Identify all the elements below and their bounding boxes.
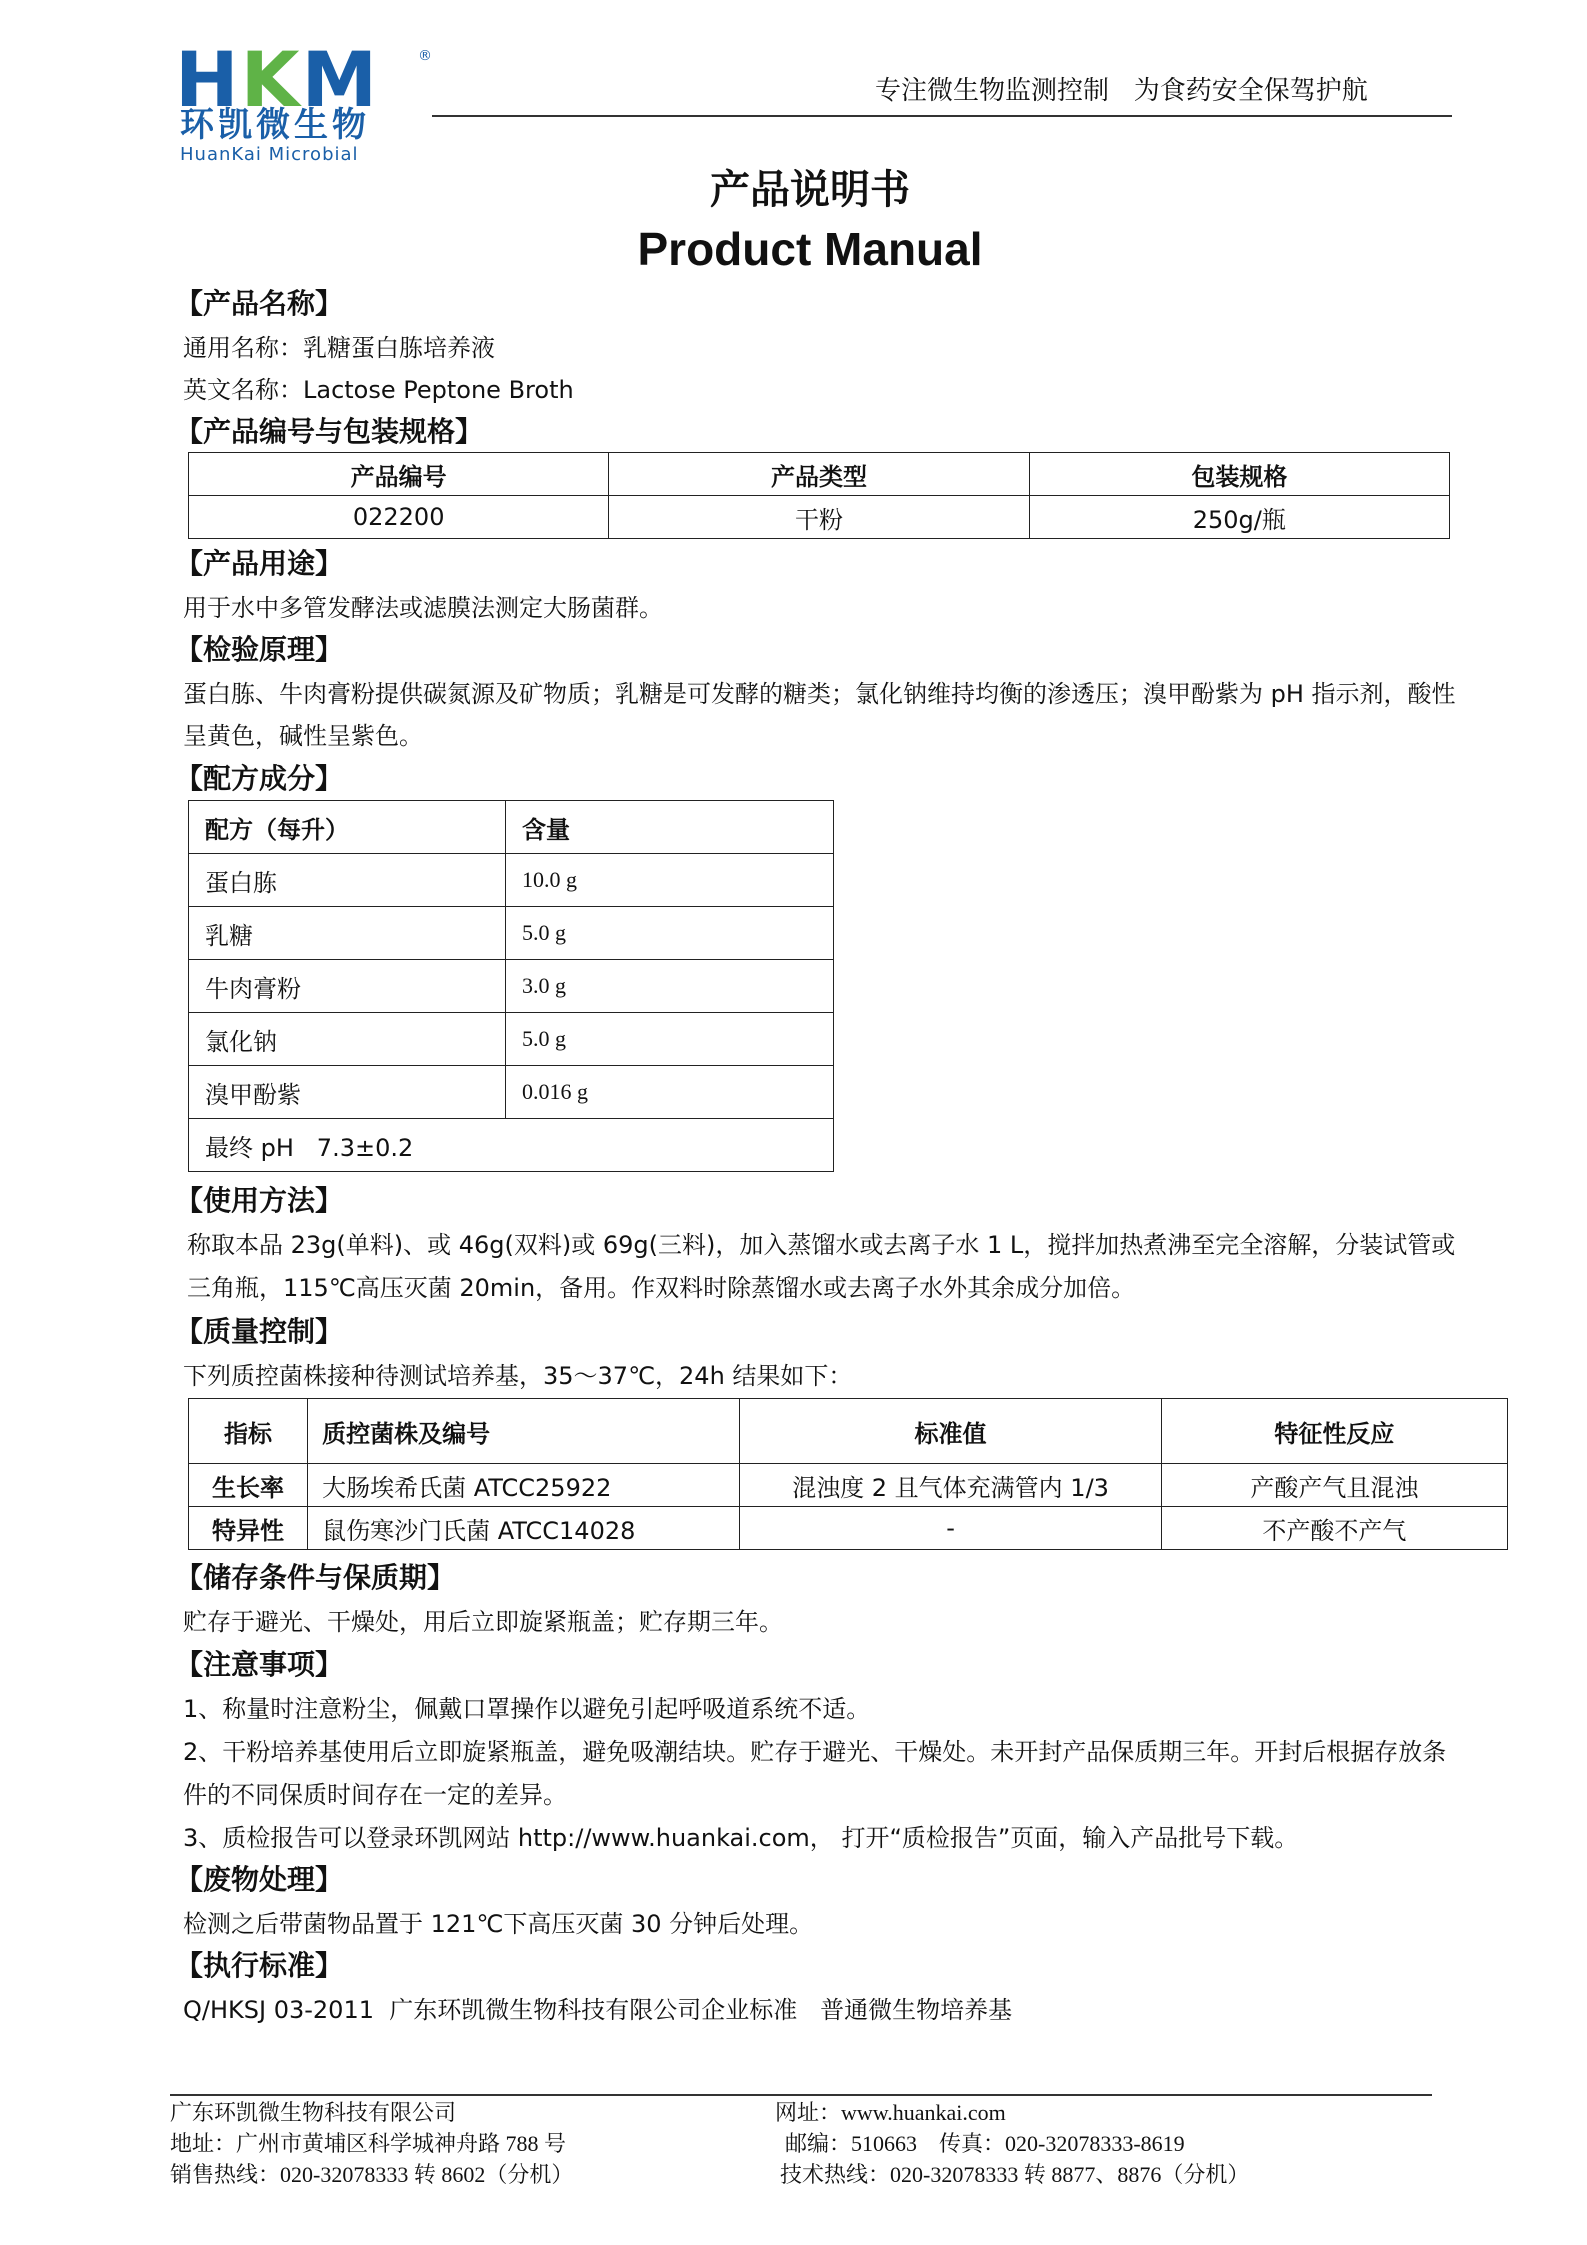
table-row [189, 960, 834, 1013]
section-heading-formula: 【配方成分】 [175, 762, 344, 795]
section-heading-standard: 【执行标准】 [175, 1949, 344, 1982]
final-ph: 最终 pH 7.3±0.2 [189, 1119, 834, 1172]
principle-line-1: 蛋白胨、牛肉膏粉提供碳氮源及矿物质；乳糖是可发酵的糖类；氯化钠维持均衡的渗透压；溴甲酚紫为 pH 指示剂，酸性 [183, 680, 1456, 708]
table-header-cell: 配方（每升） [189, 801, 506, 854]
ingredient-amount: 0.016 g [506, 1066, 834, 1119]
table-row [189, 1013, 834, 1066]
qc-table [188, 1398, 1508, 1550]
ingredient-amount: 3.0 g [506, 960, 834, 1013]
ingredient-name: 氯化钠 [189, 1013, 506, 1066]
section-heading-product-name: 【产品名称】 [175, 287, 344, 320]
title-english: Product Manual [637, 223, 983, 275]
qc-standard: - [740, 1507, 1161, 1550]
section-heading-notes: 【注意事项】 [175, 1648, 344, 1681]
table-header-cell: 标准值 [740, 1399, 1161, 1464]
note-2-line-2: 件的不同保质时间存在一定的差异。 [183, 1781, 567, 1809]
ingredient-name: 蛋白胨 [189, 854, 506, 907]
qc-reaction: 不产酸不产气 [1161, 1507, 1507, 1550]
product-type: 干粉 [609, 496, 1029, 539]
principle-line-2: 呈黄色，碱性呈紫色。 [183, 722, 423, 750]
section-heading-spec: 【产品编号与包装规格】 [175, 415, 484, 448]
registered-mark: ® [418, 48, 432, 64]
table-row [189, 1066, 834, 1119]
ingredient-amount: 5.0 g [506, 1013, 834, 1066]
method-line-1: 称取本品 23g(单料)、或 46g(双料)或 69g(三料)，加入蒸馏水或去离子水 1 L，搅拌加热煮沸至完全溶解，分装试管或 [187, 1231, 1456, 1259]
footer-website: 网址：www.huankai.com [775, 2100, 1006, 2125]
qc-strain: 大肠埃希氏菌 ATCC25922 [308, 1464, 740, 1507]
note-2-line-1: 2、干粉培养基使用后立即旋紧瓶盖，避免吸潮结块。贮存于避光、干燥处。未开封产品保质期三年。开封后根据存放条 [183, 1738, 1447, 1766]
qc-indicator: 特异性 [189, 1507, 308, 1550]
footer-address: 地址：广州市黄埔区科学城神舟路 788 号 [170, 2131, 567, 2156]
table-header-row [189, 1399, 1508, 1464]
table-header-row [189, 801, 834, 854]
logo-letter-h: H [175, 35, 241, 124]
logo-letter-k: K [240, 35, 302, 124]
footer-company: 广东环凯微生物科技有限公司 [170, 2100, 457, 2125]
footer-tech-hotline: 技术热线：020-32078333 转 8877、8876（分机） [780, 2162, 1250, 2187]
english-name: 英文名称：Lactose Peptone Broth [183, 376, 574, 404]
spec-table [188, 452, 1450, 539]
method-line-2: 三角瓶，115℃高压灭菌 20min，备用。作双料时除蒸馏水或去离子水外其余成分加倍。 [187, 1274, 1136, 1302]
use-text: 用于水中多管发酵法或滤膜法测定大肠菌群。 [183, 594, 663, 622]
storage-text: 贮存于避光、干燥处，用后立即旋紧瓶盖；贮存期三年。 [183, 1608, 783, 1636]
standard-text: Q/HKSJ 03-2011 广东环凯微生物科技有限公司企业标准 普通微生物培养基 [183, 1996, 1013, 2024]
ingredient-name: 乳糖 [189, 907, 506, 960]
table-header-cell: 产品编号 [189, 453, 609, 496]
table-header-cell: 包装规格 [1029, 453, 1449, 496]
table-row [189, 1464, 1508, 1507]
header-divider [432, 115, 1452, 117]
section-heading-qc: 【质量控制】 [175, 1315, 344, 1348]
qc-indicator: 生长率 [189, 1464, 308, 1507]
logo-english-name: HuanKai Microbial [180, 144, 359, 165]
ingredient-amount: 10.0 g [506, 854, 834, 907]
section-heading-principle: 【检验原理】 [175, 633, 344, 666]
ingredient-name: 溴甲酚紫 [189, 1066, 506, 1119]
table-row [189, 854, 834, 907]
header-slogan: 专注微生物监测控制 为食药安全保驾护航 [875, 76, 1368, 106]
table-row [189, 1507, 1508, 1550]
footer-postcode-fax: 邮编：510663 传真：020-32078333-8619 [785, 2131, 1185, 2156]
table-row [189, 907, 834, 960]
note-1: 1、称量时注意粉尘，佩戴口罩操作以避免引起呼吸道系统不适。 [183, 1695, 871, 1723]
table-row [189, 1119, 834, 1172]
section-heading-storage: 【储存条件与保质期】 [175, 1561, 456, 1594]
table-header-cell: 产品类型 [609, 453, 1029, 496]
qc-intro: 下列质控菌株接种待测试培养基，35～37℃，24h 结果如下： [183, 1362, 853, 1390]
note-3: 3、质检报告可以登录环凯网站 http://www.huankai.com， 打开“质检报告”页面，输入产品批号下载。 [183, 1824, 1299, 1852]
table-row [189, 496, 1450, 539]
footer-divider [170, 2094, 1432, 2096]
title-chinese: 产品说明书 [710, 167, 910, 213]
table-header-cell: 含量 [506, 801, 834, 854]
package-spec: 250g/瓶 [1029, 496, 1449, 539]
waste-text: 检测之后带菌物品置于 121℃下高压灭菌 30 分钟后处理。 [183, 1910, 814, 1938]
section-heading-method: 【使用方法】 [175, 1184, 344, 1217]
table-header-cell: 特征性反应 [1161, 1399, 1507, 1464]
footer-sales-hotline: 销售热线：020-32078333 转 8602（分机） [170, 2162, 574, 2187]
section-heading-use: 【产品用途】 [175, 547, 344, 580]
formula-table [188, 800, 834, 1172]
qc-strain: 鼠伤寒沙门氏菌 ATCC14028 [308, 1507, 740, 1550]
section-heading-waste: 【废物处理】 [175, 1863, 344, 1896]
ingredient-name: 牛肉膏粉 [189, 960, 506, 1013]
table-header-cell: 指标 [189, 1399, 308, 1464]
ingredient-amount: 5.0 g [506, 907, 834, 960]
product-code: 022200 [189, 496, 609, 539]
qc-standard: 混浊度 2 且气体充满管内 1/3 [740, 1464, 1161, 1507]
qc-reaction: 产酸产气且混浊 [1161, 1464, 1507, 1507]
logo-letter-m: M [301, 35, 380, 124]
table-header-row [189, 453, 1450, 496]
logo-chinese-name: 环凯微生物 [180, 105, 370, 145]
table-header-cell: 质控菌株及编号 [308, 1399, 740, 1464]
common-name: 通用名称：乳糖蛋白胨培养液 [183, 334, 495, 362]
